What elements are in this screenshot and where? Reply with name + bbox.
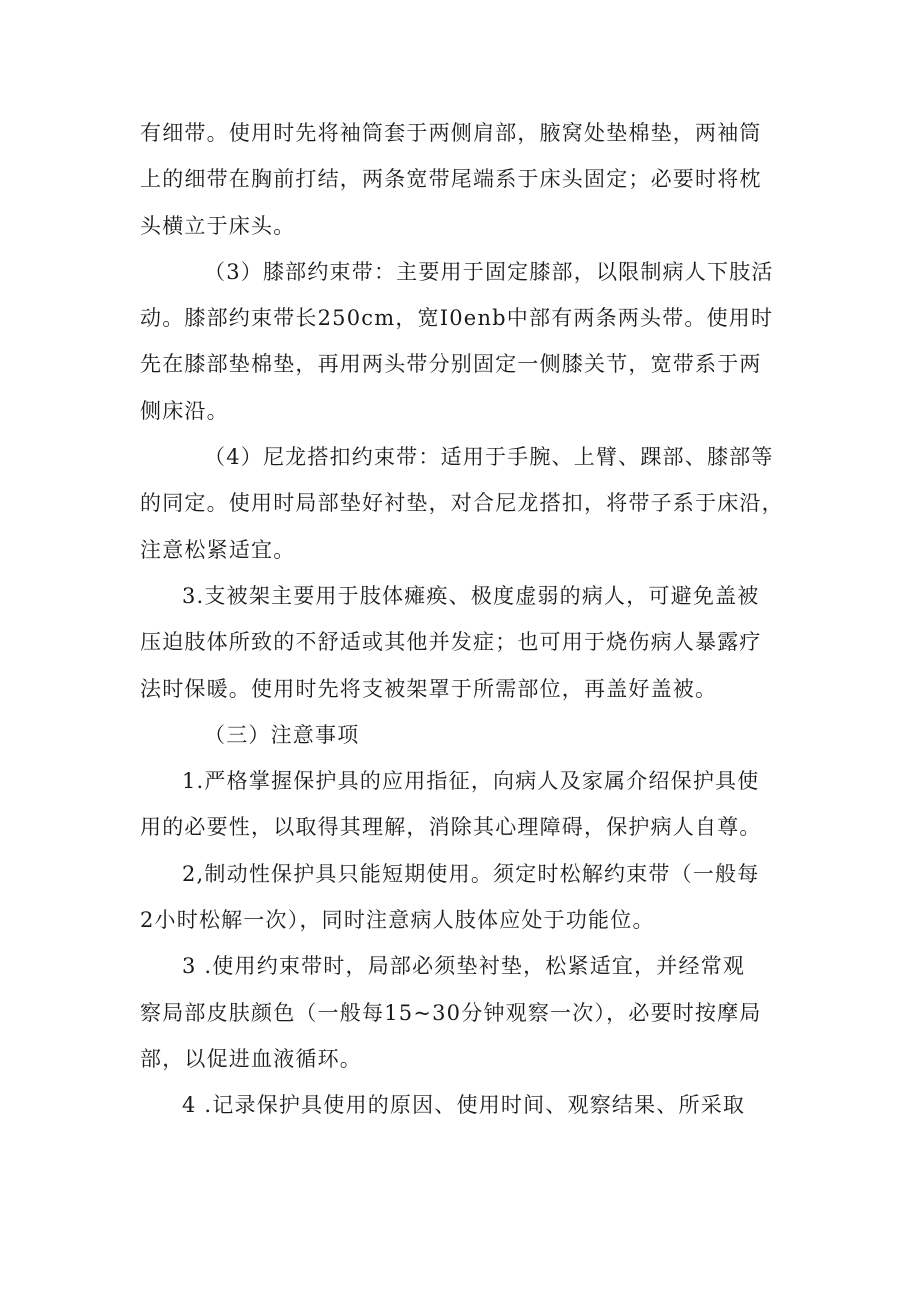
text-line: 法时保暖。使用时先将支被架罩于所需部位，再盖好盖被。: [140, 676, 718, 701]
text-line: 2,制动性保护具只能短期使用。须定时松解约束带（一般每: [182, 861, 760, 886]
paragraph-precaution-4: [140, 1082, 780, 1128]
text-line: 动。膝部约束带长250cm，宽I0enb中部有两条两头带。使用时: [140, 306, 774, 331]
paragraph-precaution-1: [140, 758, 780, 851]
paragraph-precaution-2: [140, 851, 780, 944]
text-line: 2小时松解一次），同时注意病人肢体应处于功能位。: [140, 908, 655, 933]
text-line: （4）尼龙搭扣约束带：适用于手腕、上臂、踝部、膝部等: [204, 445, 774, 470]
text-line: 的同定。使用时局部垫好衬垫，对合尼龙搭扣，将带子系于床沿，: [140, 491, 784, 516]
text-line: 先在膝部垫棉垫，再用两头带分别固定一侧膝关节，宽带系于两: [140, 352, 762, 377]
paragraph-shoulder-restraint-continued: [140, 110, 780, 249]
paragraph-precaution-3: [140, 943, 780, 1082]
paragraph-velcro-restraint: [140, 434, 784, 573]
text-line: 用的必要性，以取得其理解，消除其心理障碍，保护病人自尊。: [140, 815, 762, 840]
paragraph-bed-cradle: [140, 573, 780, 712]
text-line: 察局部皮肤颜色（一般每15~30分钟观察一次），必要时按摩局: [140, 1000, 762, 1025]
text-line: 部，以促进血液循环。: [140, 1046, 362, 1071]
text-line: （3）膝部约束带：主要用于固定膝部，以限制病人下肢活: [204, 259, 774, 284]
text-line: 3.支被架主要用于肢体瘫痪、极度虚弱的病人，可避免盖被: [182, 583, 760, 608]
text-line: 上的细带在胸前打结，两条宽带尾端系于床头固定；必要时将枕: [140, 167, 762, 192]
text-line: 1.严格掌握保护具的应用指征，向病人及家属介绍保护具使: [182, 769, 760, 794]
text-line: （三）注意事项: [204, 722, 360, 747]
text-line: 3 .使用约束带时，局部必须垫衬垫，松紧适宜，并经常观: [182, 954, 746, 979]
paragraph-knee-restraint: [140, 249, 780, 434]
text-line: 注意松紧适宜。: [140, 537, 296, 562]
paragraph-precautions-heading: [140, 712, 780, 758]
text-line: 侧床沿。: [140, 398, 229, 423]
text-line: 有细带。使用时先将袖筒套于两侧肩部，腋窝处垫棉垫，两袖筒: [140, 121, 762, 145]
text-line: 头横立于床头。: [140, 213, 296, 238]
text-line: 4 .记录保护具使用的原因、使用时间、观察结果、所采取: [182, 1093, 746, 1118]
text-line: 压迫肢体所致的不舒适或其他并发症；也可用于烧伤病人暴露疗: [140, 630, 762, 655]
